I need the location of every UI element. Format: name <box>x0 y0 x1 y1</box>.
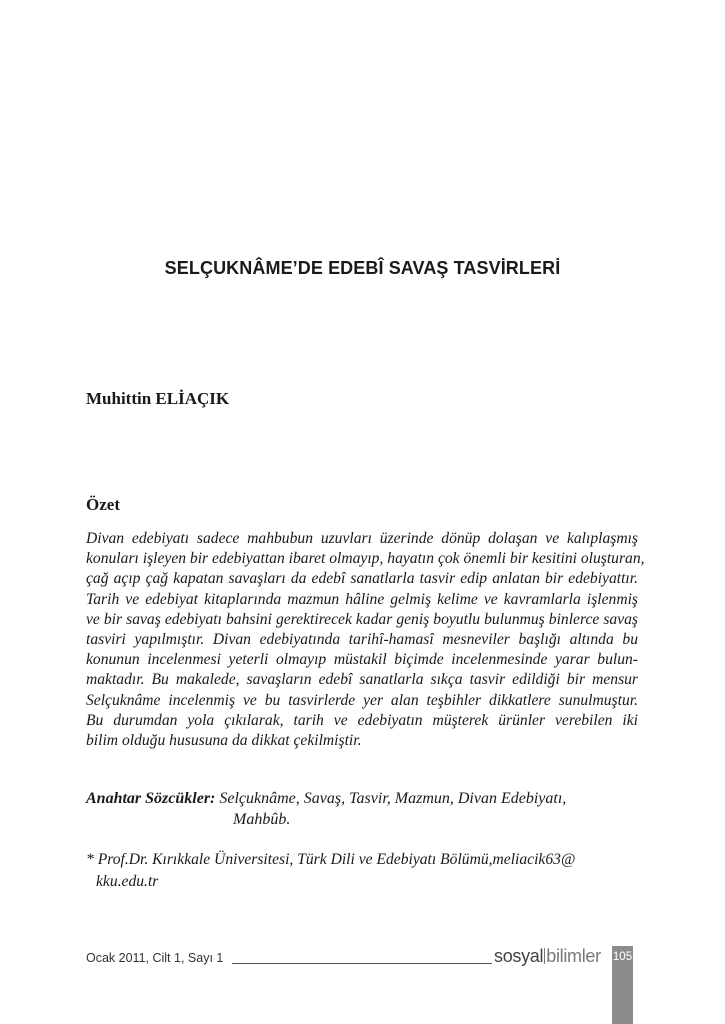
abstract-line: Tarih ve edebiyat kitaplarında mazmun hâline gelmiş kelime ve kavramlarla işlenmiş <box>86 590 638 608</box>
abstract-heading: Özet <box>86 495 120 514</box>
article-title: SELÇUKNÂME’DE EDEBÎ SAVAŞ TASVİRLERİ <box>164 258 561 278</box>
keywords-list-continued: Mahbûb. <box>233 811 291 828</box>
logo-text-part1: sosyal <box>494 946 544 966</box>
abstract-line: çağ açıp çağ kapatan savaşları da edebî sanatlarla tasvir edip anlatan bir edebiyattır. <box>86 570 638 588</box>
issue-info: Ocak 2011, Cilt 1, Sayı 1 <box>86 951 224 965</box>
keywords-label: Anahtar Sözcükler: <box>86 790 216 807</box>
abstract-line: maktadır. Bu makalede, savaşların edebî sanatlarla sıkça tasvir edildiği bir mensur <box>86 671 638 689</box>
keywords-block <box>86 788 646 830</box>
page-number: 105 <box>612 951 633 963</box>
author-footnote <box>86 849 646 893</box>
author-name: Muhittin ELİAÇIK <box>86 389 230 408</box>
footer-divider <box>232 963 492 964</box>
abstract-line: tasviri yapılmıştır. Divan edebiyatında tarihî-hamasî mesneviler başlığı altında bu <box>86 630 638 648</box>
journal-logo <box>494 946 601 967</box>
abstract-line: Bu durumdan yola çıkılarak, tarih ve edebiyatın müşterek ürünler verebilen iki <box>86 711 638 729</box>
logo-text-part2: bilimler <box>546 946 601 966</box>
abstract-line: ve bir savaş edebiyatı bahsini gerektirecek kadar geniş boyutlu bulunmuş binlerce savaş <box>86 610 638 628</box>
abstract-line: konunun incelenmesi yeterli olmayıp müstakil biçimde incelenmesinde yarar bulun- <box>86 651 638 669</box>
abstract-line: konuları işleyen bir edebiyattan ibaret olmayıp, hayatın çok önemli bir kesitini oluşturan, <box>86 550 645 568</box>
abstract-line: Selçuknâme incelenmiş ve bu tasvirlerde yer alan teşbihler dikkatlere sunulmuştur. <box>86 691 638 709</box>
keywords-list: Selçuknâme, Savaş, Tasvir, Mazmun, Divan Edebiyatı, <box>219 790 567 807</box>
keywords-row <box>86 788 646 809</box>
abstract-line: Divan edebiyatı sadece mahbubun uzuvları üzerinde dönüp dolaşan ve kalıplaşmış <box>86 530 638 547</box>
footnote-line: * Prof.Dr. Kırıkkale Üniversitesi, Türk Dili ve Edebiyatı Bölümü,meliacik63@ <box>86 851 576 868</box>
footnote-line: kku.edu.tr <box>96 873 159 890</box>
abstract-line: bilim olduğu hususuna da dikkat çekilmiştir. <box>86 731 362 749</box>
abstract-body <box>86 529 645 751</box>
